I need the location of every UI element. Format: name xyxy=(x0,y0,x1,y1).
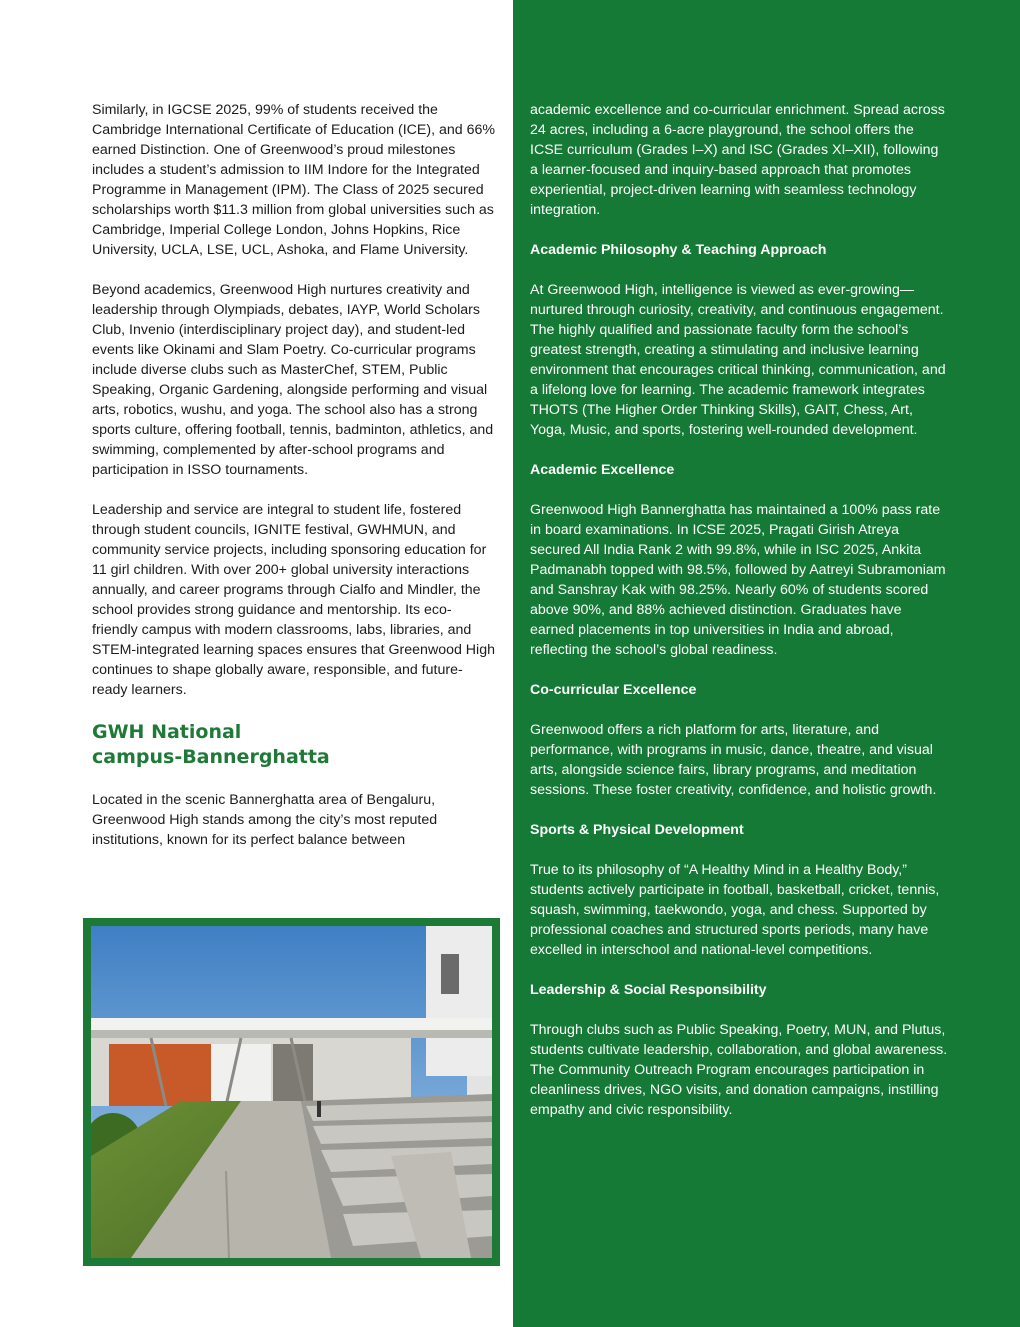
paragraph-beyond-academics: Beyond academics, Greenwood High nurtures creativity and leadership through Olympiads, debates, IAYP, World Scholars Club, Invenio (interdisciplinary project day), and student-led events like Okinami and Slam Poetry. Co-curricular programs include diverse clubs such as MasterChef, STEM, Public Speaking, Organic Gardening, alongside performing and visual arts, robotics, wushu, and yoga. The school also has a strong sports culture, offering football, tennis, badminton, athletics, and swimming, complemented by after-school programs and participation in ISSO tournaments. xyxy=(92,282,494,478)
section-body-philosophy: At Greenwood High, intelligence is viewed as ever-growing—nurtured through curiosity, creativity, and continuous engagement. The highly qualified and passionate faculty form the school’s greatest strength, creating a stimulating and inclusive learning environment that encourages critical thinking, communication, and a lifelong love for learning. The academic framework integrates THOTS (The Higher Order Thinking Skills), GAIT, Chess, Art, Yoga, Music, and sports, fostering well-rounded development. xyxy=(530,282,946,438)
section-title-sports: Sports & Physical Development xyxy=(530,822,744,838)
paragraph-igcse: Similarly, in IGCSE 2025, 99% of students received the Cambridge International Certificate of Education (ICE), and 66% earned Distinction. One of Greenwood’s proud milestones includes a student’s admission to IIM Indore for the Integrated Programme in Management (IPM). The Class of 2025 secured scholarships worth $11.3 million from global universities such as Cambridge, Imperial College London, Johns Hopkins, Rice University, UCLA, LSE, UCL, Ashoka, and Flame University. xyxy=(92,102,495,258)
section-body-academic-excellence: Greenwood High Bannerghatta has maintained a 100% pass rate in board examinations. In ICSE 2025, Pragati Girish Atreya secured All India Rank 2 with 99.8%, while in ISC 2025, Ankita Padmanabh topped with 98.5%, followed by Aatreyi Subramoniam and Sanshray Kak with 98.25%. Nearly 60% of students scored above 90%, and 88% achieved distinction. Graduates have earned placements in top universities in India and abroad, reflecting the school’s global readiness. xyxy=(530,502,946,658)
right-green-panel xyxy=(513,0,1020,1327)
section-title-co-curricular: Co-curricular Excellence xyxy=(530,682,697,698)
section-body-sports: True to its philosophy of “A Healthy Mind in a Healthy Body,” students actively participate in football, basketball, cricket, tennis, squash, swimming, taekwondo, yoga, and chess. Supported by professional coaches and structured sports periods, many have excelled in interschool and national-level competitions. xyxy=(530,862,940,958)
campus-intro: Located in the scenic Bannerghatta area of Bengaluru, Greenwood High stands among the city’s most reputed institutions, known for its perfect balance between xyxy=(92,792,438,848)
campus-heading-line-1: GWH National xyxy=(92,721,242,743)
right-column xyxy=(530,100,948,1140)
section-title-academic-excellence: Academic Excellence xyxy=(530,462,675,478)
campus-photo xyxy=(91,926,492,1258)
section-title-leadership: Leadership & Social Responsibility xyxy=(530,982,767,998)
campus-heading-line-2: campus-Bannerghatta xyxy=(92,746,330,768)
section-title-philosophy: Academic Philosophy & Teaching Approach xyxy=(530,242,827,258)
section-body-leadership: Through clubs such as Public Speaking, Poetry, MUN, and Plutus, students cultivate leadership, collaboration, and global awareness. The Community Outreach Program encourages participation in cleanliness drives, NGO visits, and donation campaigns, instilling empathy and civic responsibility. xyxy=(530,1022,948,1118)
campus-photo-frame xyxy=(83,918,500,1266)
paragraph-leadership-service: Leadership and service are integral to student life, fostered through student councils, IGNITE festival, GWHMUN, and community service projects, including sponsoring education for 11 girl children. With over 200+ global university interactions annually, and career programs through Cialfo and Mindler, the school provides strong guidance and mentorship. Its eco-friendly campus with modern classrooms, labs, libraries, and STEM-integrated learning spaces ensures that Greenwood High continues to shape globally aware, responsible, and future-ready learners. xyxy=(92,502,495,698)
right-intro: academic excellence and co-curricular enrichment. Spread across 24 acres, including a 6-acre playground, the school offers the ICSE curriculum (Grades I–X) and ISC (Grades XI–XII), following a learner-focused and inquiry-based approach that promotes experiential, project-driven learning with seamless technology integration. xyxy=(530,102,945,218)
campus-heading xyxy=(92,720,496,770)
section-body-co-curricular: Greenwood offers a rich platform for arts, literature, and performance, with programs in music, dance, theatre, and visual arts, alongside science fairs, library programs, and meditation sessions. These foster creativity, confidence, and holistic growth. xyxy=(530,722,937,798)
left-column xyxy=(92,100,496,870)
